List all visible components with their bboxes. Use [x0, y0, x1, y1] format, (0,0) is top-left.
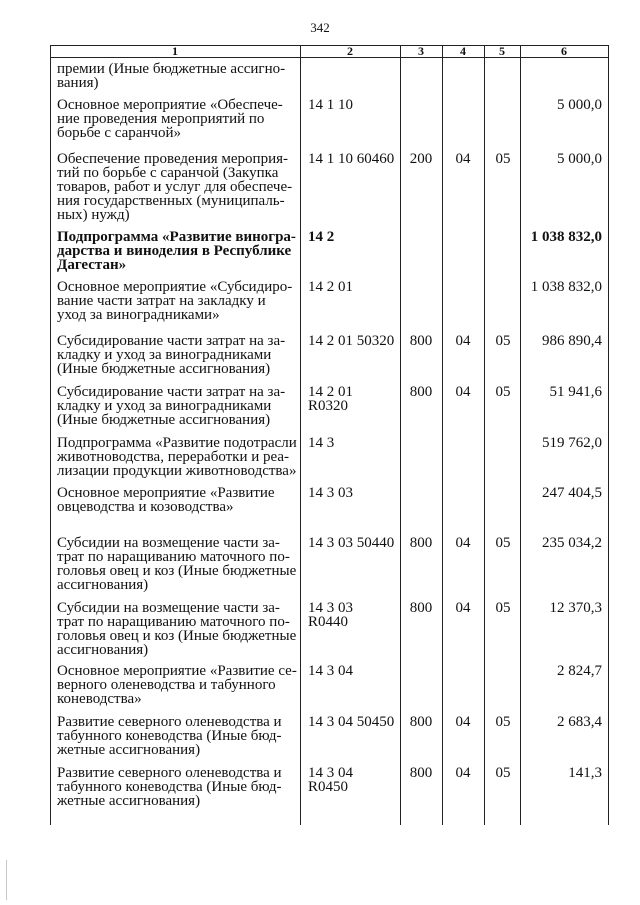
- target-code: [308, 715, 404, 729]
- expense-type: 200: [409, 151, 433, 167]
- target-code: [308, 230, 404, 244]
- column-divider: [50, 45, 51, 825]
- item-name-line: трат по наращиванию маточного по-: [57, 614, 290, 630]
- target-code-line: 14 3: [308, 435, 335, 451]
- item-name-line: трат по наращиванию маточного по-: [57, 549, 290, 565]
- subsection-code: 05: [495, 535, 511, 551]
- budget-table: [50, 45, 608, 825]
- target-code: [308, 334, 404, 348]
- target-code: [308, 664, 404, 678]
- item-name: [57, 98, 293, 140]
- target-code: [308, 152, 404, 166]
- target-code: [308, 601, 404, 629]
- subsection-code: 05: [495, 765, 511, 781]
- target-code-line: 14 3 03 50440: [308, 535, 395, 551]
- item-name-line: овцеводства и козоводства»: [57, 499, 234, 515]
- item-name-line: лизации продукции животноводства»: [57, 463, 297, 479]
- amount: 986 890,4: [542, 333, 602, 349]
- section-code: 04: [455, 765, 471, 781]
- column-header-5: 5: [499, 44, 505, 58]
- target-code-line: R0320: [308, 398, 349, 414]
- subsection-code: 05: [495, 333, 511, 349]
- expense-type: 800: [409, 714, 433, 730]
- item-name-line: товаров, работ и услуг для обеспече-: [57, 179, 293, 195]
- item-name-line: Обеспечение проведения мероприя-: [57, 151, 289, 167]
- amount: 1 038 832,0: [530, 229, 602, 245]
- item-name-line: вание части затрат на закладку и: [57, 293, 266, 309]
- item-name-line: головья овец и коз (Иные бюджетные: [57, 563, 297, 579]
- amount: 247 404,5: [542, 485, 602, 501]
- header-bottom-border: [50, 57, 608, 58]
- item-name-line: Развитие северного оленеводства и: [57, 765, 282, 781]
- item-name-line: Дагестан»: [57, 257, 127, 273]
- target-code-line: 14 1 10: [308, 97, 353, 113]
- item-name-line: Субсидии на возмещение части за-: [57, 535, 280, 551]
- target-code-line: 14 2 01 50320: [308, 333, 395, 349]
- section-code: 04: [455, 714, 471, 730]
- item-name: [57, 715, 293, 757]
- amount: 1 038 832,0: [530, 279, 602, 295]
- column-header-1: 1: [172, 44, 178, 58]
- target-code-line: 14 3 04: [308, 765, 353, 781]
- target-code-line: 14 2 01: [308, 384, 353, 400]
- amount: 141,3: [568, 765, 602, 781]
- item-name-line: Субсидии на возмещение части за-: [57, 600, 280, 616]
- item-name-line: ассигнования): [57, 577, 149, 593]
- section-code: 04: [455, 535, 471, 551]
- expense-type: 800: [409, 333, 433, 349]
- item-name-line: Подпрограмма «Развитие виногра-: [57, 229, 296, 245]
- item-name: [57, 766, 293, 808]
- column-header-3: 3: [418, 44, 424, 58]
- item-name: [57, 62, 293, 90]
- target-code-line: R0440: [308, 614, 349, 630]
- item-name-line: (Иные бюджетные ассигнования): [57, 412, 271, 428]
- item-name-line: Основное мероприятие «Обеспече-: [57, 97, 283, 113]
- item-name: [57, 535, 297, 593]
- item-name-line: жетные ассигнования): [57, 793, 201, 809]
- item-name-line: табунного коневодства (Иные бюд-: [57, 728, 282, 744]
- amount: 519 762,0: [542, 435, 602, 451]
- expense-type: 800: [409, 535, 433, 551]
- expense-type: 800: [409, 765, 433, 781]
- item-name: [57, 152, 293, 222]
- target-code-line: 14 2: [308, 229, 335, 245]
- amount: 5 000,0: [557, 97, 602, 113]
- item-name-line: борьбе с саранчой»: [57, 125, 181, 141]
- item-name: [57, 663, 297, 707]
- expense-type: 800: [409, 384, 433, 400]
- item-name-line: Субсидирование части затрат на за-: [57, 333, 286, 349]
- target-code: [308, 385, 404, 413]
- item-name-line: верного оленеводства и табунного: [57, 677, 276, 693]
- item-name-line: Основное мероприятие «Развитие се-: [57, 663, 297, 679]
- amount: 2 824,7: [557, 663, 602, 679]
- item-name-line: Субсидирование части затрат на за-: [57, 384, 286, 400]
- item-name-line: (Иные бюджетные ассигнования): [57, 361, 271, 377]
- target-code: [308, 280, 404, 294]
- target-code: [308, 766, 404, 794]
- item-name-line: кладку и уход за виноградниками: [57, 398, 272, 414]
- item-name-line: ных) нужд): [57, 207, 130, 223]
- section-code: 04: [455, 384, 471, 400]
- item-name-line: ние проведения мероприятий по: [57, 111, 265, 127]
- column-header-2: 2: [347, 44, 353, 58]
- column-header-4: 4: [460, 44, 466, 58]
- item-name-line: Основное мероприятие «Развитие: [57, 485, 275, 501]
- subsection-code: 05: [495, 714, 511, 730]
- item-name-line: ассигнования): [57, 642, 149, 658]
- column-divider: [300, 45, 301, 825]
- item-name-line: жетные ассигнования): [57, 742, 201, 758]
- target-code-line: 14 1 10 60460: [308, 151, 395, 167]
- item-name-line: головья овец и коз (Иные бюджетные: [57, 628, 297, 644]
- item-name-line: кладку и уход за виноградниками: [57, 347, 272, 363]
- column-header-6: 6: [561, 44, 567, 58]
- item-name-line: премии (Иные бюджетные ассигно-: [57, 61, 286, 77]
- item-name-line: дарства и виноделия в Республике: [57, 243, 292, 259]
- item-name-line: животноводства, переработки и реа-: [57, 449, 290, 465]
- target-code: [308, 436, 404, 450]
- item-name-line: вания): [57, 75, 99, 91]
- item-name-line: табунного коневодства (Иные бюд-: [57, 779, 282, 795]
- target-code-line: 14 3 03: [308, 485, 353, 501]
- item-name-line: ния государственных (муниципаль-: [57, 193, 285, 209]
- scan-edge-mark: [6, 860, 7, 900]
- item-name: [57, 435, 297, 479]
- page-number: 342: [310, 20, 330, 35]
- amount: 12 370,3: [549, 600, 602, 616]
- item-name-line: уход за виноградниками»: [57, 307, 220, 323]
- item-name-line: Основное мероприятие «Субсидиро-: [57, 279, 293, 295]
- item-name: [57, 280, 293, 322]
- amount: 5 000,0: [557, 151, 602, 167]
- subsection-code: 05: [495, 151, 511, 167]
- target-code: [308, 98, 404, 112]
- item-name: [57, 600, 297, 658]
- amount: 51 941,6: [549, 384, 602, 400]
- amount: 2 683,4: [557, 714, 602, 730]
- section-code: 04: [455, 333, 471, 349]
- target-code: [308, 536, 404, 550]
- item-name: [57, 385, 293, 427]
- subsection-code: 05: [495, 384, 511, 400]
- target-code-line: R0450: [308, 779, 349, 795]
- subsection-code: 05: [495, 600, 511, 616]
- column-divider: [608, 45, 609, 825]
- item-name-line: тий по борьбе с саранчой (Закупка: [57, 165, 279, 181]
- section-code: 04: [455, 600, 471, 616]
- expense-type: 800: [409, 600, 433, 616]
- item-name: [57, 229, 296, 273]
- item-name-line: коневодства»: [57, 691, 142, 707]
- amount: 235 034,2: [542, 535, 602, 551]
- item-name-line: Развитие северного оленеводства и: [57, 714, 282, 730]
- item-name: [57, 486, 293, 514]
- target-code-line: 14 2 01: [308, 279, 353, 295]
- target-code-line: 14 3 04 50450: [308, 714, 395, 730]
- target-code-line: 14 3 03: [308, 600, 353, 616]
- target-code-line: 14 3 04: [308, 663, 353, 679]
- section-code: 04: [455, 151, 471, 167]
- target-code: [308, 486, 404, 500]
- item-name: [57, 334, 293, 376]
- item-name-line: Подпрограмма «Развитие подотрасли: [57, 435, 297, 451]
